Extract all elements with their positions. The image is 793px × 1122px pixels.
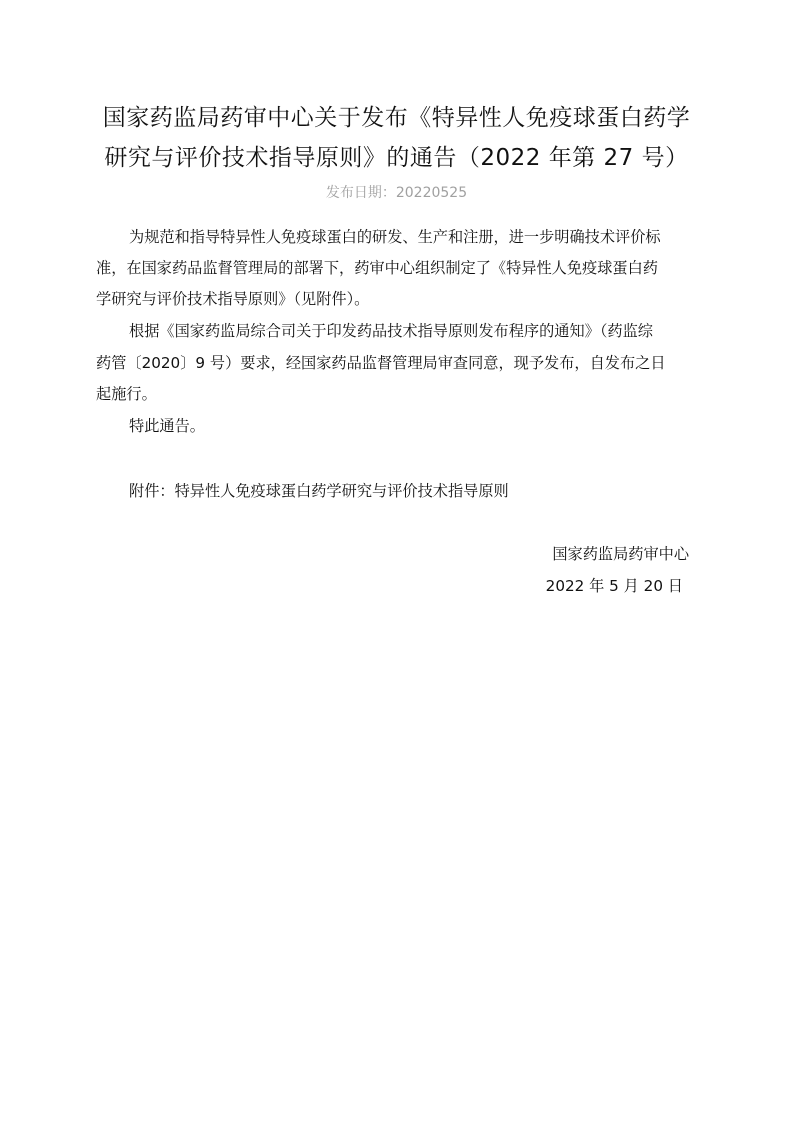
paragraph-1-line-3: 学研究与评价技术指导原则》（见附件）。 bbox=[96, 290, 370, 308]
notice-title-line-2: 研究与评价技术指导原则》的通告（2022 年第 27 号） bbox=[104, 145, 689, 171]
closing-statement: 特此通告。 bbox=[129, 417, 205, 435]
publish-date: 发布日期：20220525 bbox=[325, 185, 468, 201]
paragraph-1-line-1: 为规范和指导特异性人免疫球蛋白的研发、生产和注册，进一步明确技术评价标 bbox=[129, 228, 661, 246]
attachment-line: 附件：特异性人免疫球蛋白药学研究与评价技术指导原则 bbox=[129, 482, 509, 500]
notice-title-line-1: 国家药监局药审中心关于发布《特异性人免疫球蛋白药学 bbox=[102, 105, 691, 131]
paragraph-2-line-2: 药管〔2020〕9 号）要求，经国家药品监督管理局审查同意，现予发布，自发布之日 bbox=[96, 354, 666, 372]
signature-organization: 国家药监局药审中心 bbox=[552, 545, 689, 563]
paragraph-2-line-1: 根据《国家药监局综合司关于印发药品技术指导原则发布程序的通知》（药监综 bbox=[129, 322, 653, 340]
paragraph-1-line-2: 准，在国家药品监督管理局的部署下，药审中心组织制定了《特异性人免疫球蛋白药 bbox=[96, 259, 658, 277]
paragraph-2-line-3: 起施行。 bbox=[96, 385, 157, 403]
signature-date: 2022 年 5 月 20 日 bbox=[545, 577, 683, 595]
